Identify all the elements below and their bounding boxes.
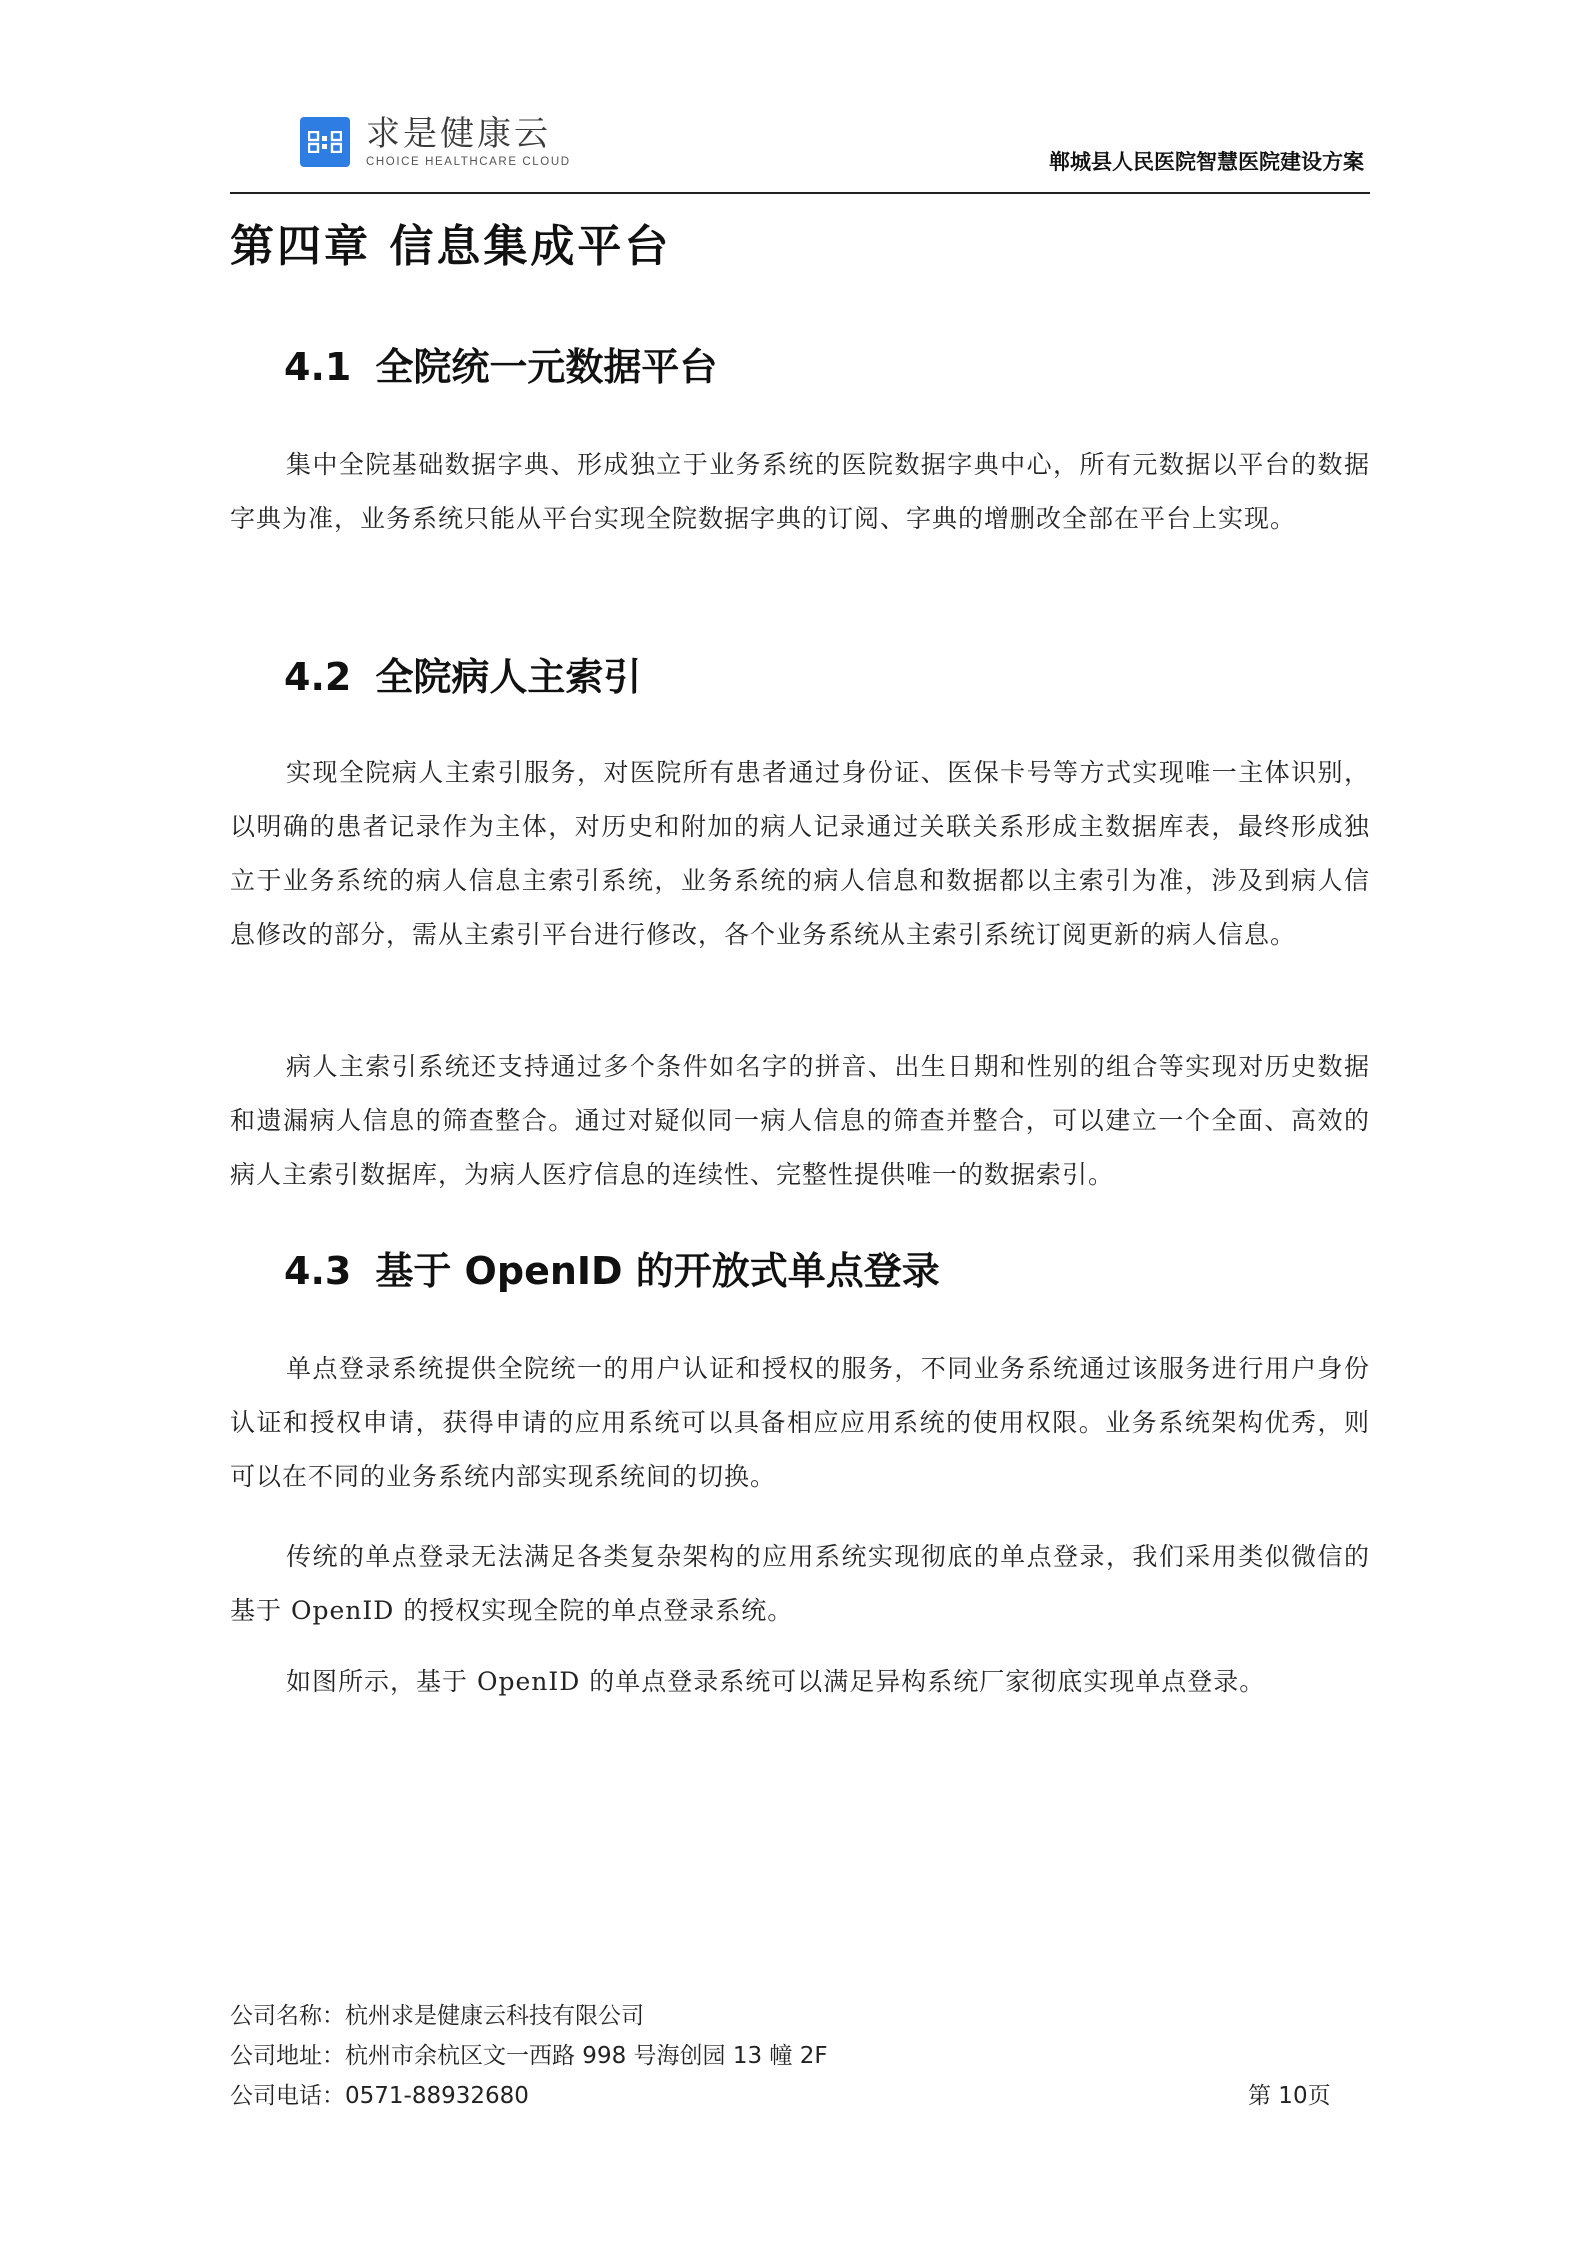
section-heading-4-3 <box>284 1240 940 1295</box>
page-number: 第 10页 <box>1248 2083 1331 2109</box>
section-title-text: 全院病人主索引 <box>375 655 642 699</box>
section-number: 4.1 <box>284 345 352 389</box>
paragraph: 传统的单点登录无法满足各类复杂架构的应用系统实现彻底的单点登录，我们采用类似微信的基于 OpenID 的授权实现全院的单点登录系统。 <box>230 1542 1370 1625</box>
section-number: 4.2 <box>284 655 352 699</box>
company-name: 公司名称：杭州求是健康云科技有限公司 <box>230 2003 644 2029</box>
page-footer <box>230 1996 1370 2116</box>
paragraph: 集中全院基础数据字典、形成独立于业务系统的医院数据字典中心，所有元数据以平台的数据字典为准，业务系统只能从平台实现全院数据字典的订阅、字典的增删改全部在平台上实现。 <box>230 450 1370 533</box>
paragraph: 单点登录系统提供全院统一的用户认证和授权的服务，不同业务系统通过该服务进行用户身份认证和授权申请，获得申请的应用系统可以具备相应应用系统的使用权限。业务系统架构优秀，则可以在不同的业务系统内部实现系统间的切换。 <box>230 1354 1370 1491</box>
section-title-text: 全院统一元数据平台 <box>375 345 718 389</box>
paragraph: 如图所示，基于 OpenID 的单点登录系统可以满足异构系统厂家彻底实现单点登录。 <box>286 1667 1266 1696</box>
chapter-title: 第四章 信息集成平台 <box>230 221 672 272</box>
paragraph: 实现全院病人主索引服务，对医院所有患者通过身份证、医保卡号等方式实现唯一主体识别，以明确的患者记录作为主体，对历史和附加的病人记录通过关联关系形成主数据库表，最终形成独立于业务系统的病人信息主索引系统，业务系统的病人信息和数据都以主索引为准，涉及到病人信息修改的部分，需从主索引平台进行修改，各个业务系统从主索引系统订阅更新的病人信息。 <box>230 758 1370 949</box>
section-heading-4-1 <box>284 336 717 391</box>
brand-name-cn: 求是健康云 <box>366 114 551 154</box>
brand-logo <box>300 114 571 170</box>
section-title-text: 基于 OpenID 的开放式单点登录 <box>375 1249 940 1293</box>
company-phone: 公司电话：0571-88932680 <box>230 2083 529 2109</box>
document-title: 郸城县人民医院智慧医院建设方案 <box>1049 150 1364 174</box>
brand-logo-icon <box>300 117 350 167</box>
company-address: 公司地址：杭州市余杭区文一西路 998 号海创园 13 幢 2F <box>230 2043 828 2069</box>
section-heading-4-2 <box>284 646 641 701</box>
paragraph: 病人主索引系统还支持通过多个条件如名字的拼音、出生日期和性别的组合等实现对历史数据和遗漏病人信息的筛查整合。通过对疑似同一病人信息的筛查并整合，可以建立一个全面、高效的病人主索引数据库，为病人医疗信息的连续性、完整性提供唯一的数据索引。 <box>230 1052 1370 1189</box>
brand-name-en: CHOICE HEALTHCARE CLOUD <box>366 156 571 168</box>
page-header <box>230 100 1370 194</box>
section-number: 4.3 <box>284 1249 352 1293</box>
